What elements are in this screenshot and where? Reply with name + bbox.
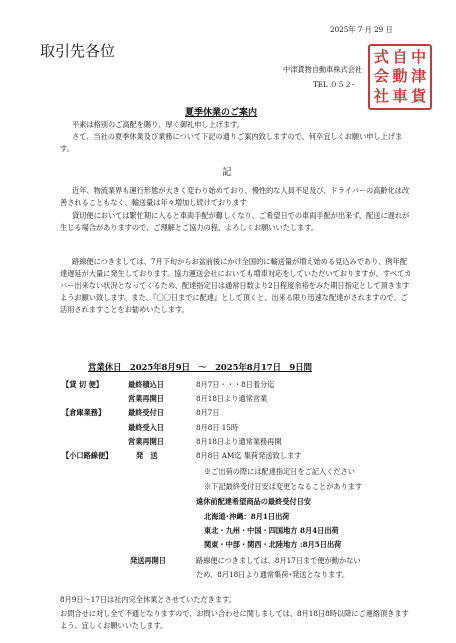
- schedule-label: 最終受付日: [128, 408, 164, 418]
- resume-label: 発送再開日: [130, 556, 166, 565]
- schedule-value: 8月8日 15時: [196, 422, 239, 432]
- schedule-category: 【小口路線便】: [62, 450, 113, 460]
- date: 2025年 7 月 29 日: [330, 25, 393, 34]
- remote-item: 東北・九州・中国・四国地方 8月4日出荷: [204, 526, 339, 535]
- remote-item: 北海道･沖縄：8月1日出荷: [204, 512, 290, 521]
- schedule-label: 営業再開日: [128, 394, 164, 404]
- greeting-1: 平素は格別のご高配を賜り、厚く御礼申し上げます。: [72, 120, 244, 129]
- remote-heading: 遠休前配達希望商品の最終受付日安: [196, 497, 312, 506]
- schedule-label: 最終積込日: [128, 380, 164, 389]
- schedule-row: [62, 408, 301, 422]
- resume-line-1: 路線便につきましては、8月17日まで便が動かない: [196, 556, 361, 565]
- paragraph-2: 貸切便においては繁忙期に入ると車両手配が難しくなり、ご希望日での車両手配が出来ず、配送に遅れが生じる場合がありますので、ご理解とご協力の程、よろしくお願いいたします。: [60, 211, 410, 232]
- schedule-row: [62, 437, 301, 451]
- company-seal: 式 自 中 会 動 津 社 車 貨: [368, 44, 432, 110]
- paragraph-1: 近年、物流業界も運行形態が大きく変わり始めており、慢性的な人員不足及び、ドライバーの高齢化は改善されることもなく、輸送量は年々増加し続けております: [60, 186, 410, 207]
- schedule-value: 8月8日 AM迄 集荷発送致します: [196, 450, 302, 460]
- schedule-row: [62, 380, 301, 394]
- resume-line-2: ため、8月18日より通常集荷･発送となります。: [196, 570, 350, 579]
- footer-2: お問合せに対し全て不通となりますので、お問い合わせに関しましては、8月18日8時以降にご連絡頂きますよう、宜しくお願いいたします。: [60, 609, 409, 630]
- schedule-table: [62, 380, 301, 465]
- schedule-category: [62, 394, 128, 408]
- sender-company: 中津貨物自動車株式会社: [283, 65, 363, 74]
- note-1: ※ご出荷の際には配達指定日をご記入ください: [204, 467, 355, 476]
- remote-item: 関東・中部・関西・北陸地方 :8月5日出荷: [204, 540, 342, 549]
- schedule-row: [62, 451, 301, 465]
- holiday-period: 営業休日 2025年8月9日 ～ 2025年8月17日 9日間: [88, 362, 312, 372]
- schedule-value: 8月18日より通常営業: [196, 394, 268, 404]
- schedule-category: 【貸 切 便】: [62, 380, 103, 389]
- schedule-label: 最終受入日: [128, 422, 164, 432]
- footer-1: 8月9日～17日は社内完全休業とさせていただきます。: [60, 595, 236, 604]
- schedule-row: [62, 394, 301, 408]
- schedule-label: 発 送: [136, 450, 158, 460]
- document-title: 夏季休業のご案内: [185, 108, 258, 118]
- sender-tel: TEL ０５２-: [313, 80, 355, 89]
- schedule-row: [62, 423, 301, 437]
- schedule-label: 営業再開日: [128, 436, 164, 446]
- recipient: 取引先各位: [40, 42, 116, 60]
- note-2: ※下記最終受付日安は変更となることがあります: [204, 482, 363, 491]
- schedule-value: 8月7日: [196, 408, 220, 418]
- schedule-value: 8月18日より通常業務再開: [196, 436, 282, 446]
- greeting-2: さて、当社の夏季休業及び業務について下記の通りご案内致しますので、何卒宜しくお願い申し上げます。: [60, 132, 403, 153]
- schedule-category: [62, 437, 128, 451]
- schedule-category: 【倉庫業務】: [62, 408, 106, 418]
- schedule-category: [62, 423, 128, 437]
- schedule-value: 8月7日・・・8日着分迄: [196, 380, 275, 389]
- ki-heading: 記: [222, 167, 232, 178]
- paragraph-3: 路線便につきましては、7月下旬からお盆前後にかけ全国的に輸送量が増え始める見込みであり、例年配達遅延が大量に発生しております。協力運送会社においても増車対応をしていただいておりますが、すべてカバー出来ない状況となってくるため、配達指定日は通常日数より2日程度余裕をみた期日指定として頂きますようお願い致します。また、『〇〇日までに配達』として頂くと、出来る限り迅速な配達がされますので、ご活用されますことをお勧めいたします。: [60, 257, 412, 314]
